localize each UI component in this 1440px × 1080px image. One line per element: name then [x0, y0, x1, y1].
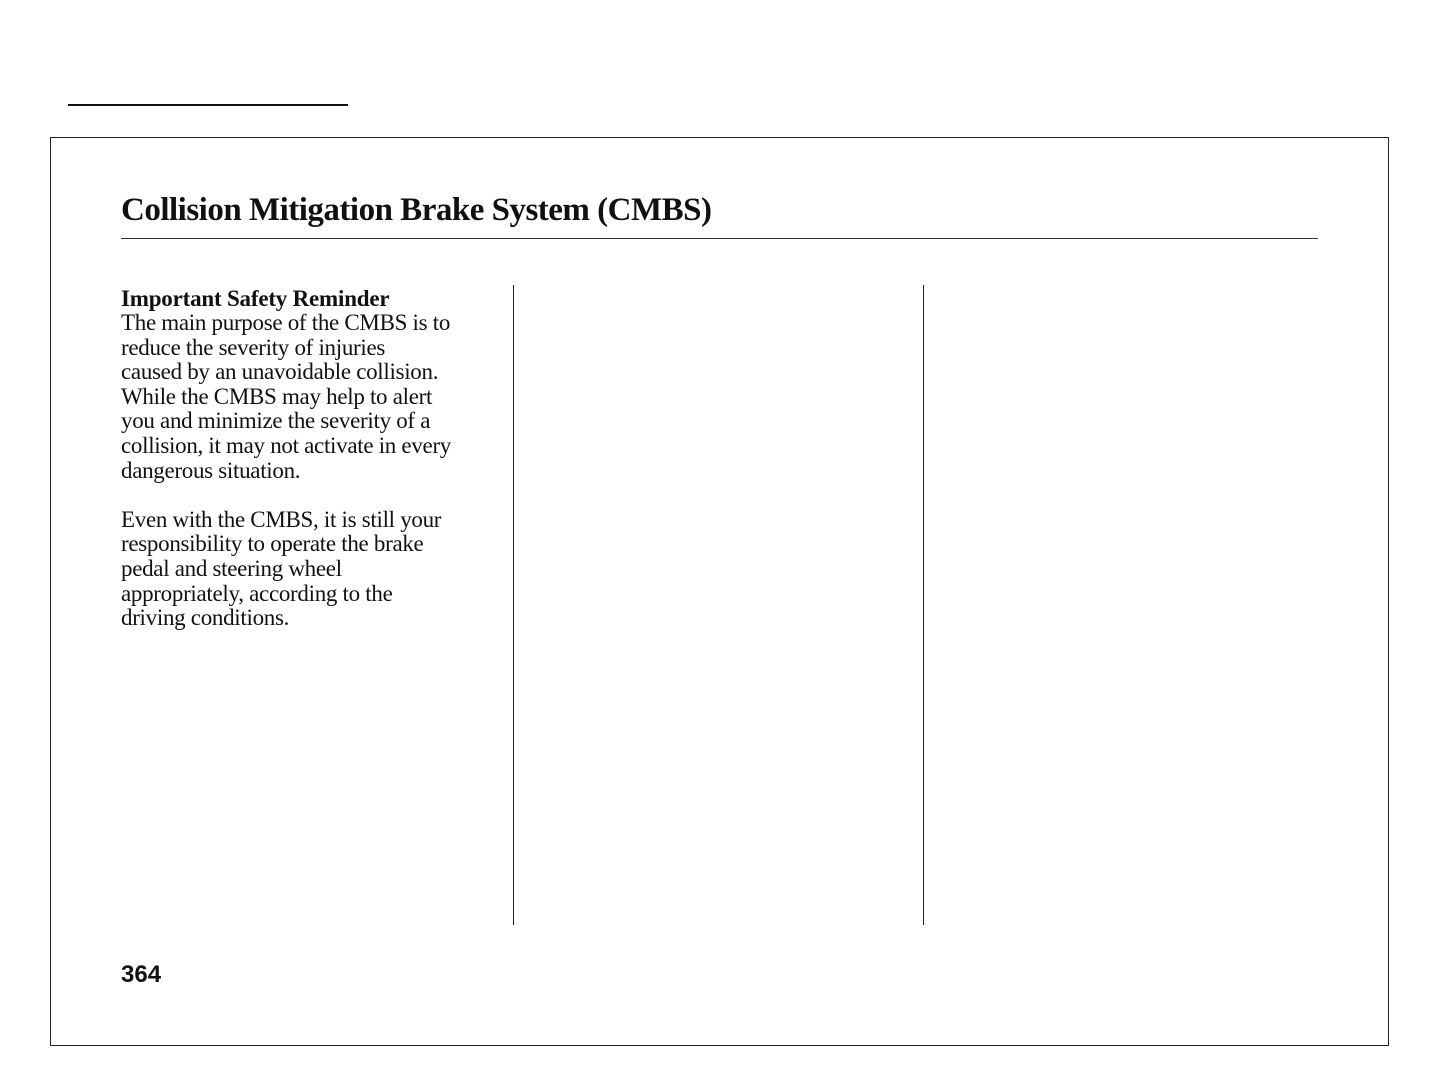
column-divider-1: [513, 285, 514, 925]
text-line: responsibility to operate the brake: [121, 531, 424, 557]
safety-reminder-paragraph-1: [121, 311, 501, 483]
text-line: appropriately, according to the: [121, 580, 393, 606]
column-divider-2: [923, 285, 924, 925]
section-title: Collision Mitigation Brake System (CMBS): [121, 192, 712, 228]
text-line: collision, it may not activate in every: [121, 432, 452, 458]
text-line: The main purpose of the CMBS is to: [121, 310, 451, 335]
text-line: caused by an unavoidable collision.: [121, 359, 439, 385]
title-underline: [121, 238, 1318, 239]
text-line: reduce the severity of injuries: [121, 334, 386, 360]
safety-reminder-paragraph-2: [121, 508, 501, 631]
page-number: 364: [121, 961, 162, 988]
text-line: pedal and steering wheel: [121, 555, 342, 581]
text-line: you and minimize the severity of a: [121, 408, 431, 434]
header-rule: [68, 104, 348, 106]
text-line: driving conditions.: [121, 605, 290, 631]
left-column: [121, 286, 501, 631]
text-line: dangerous situation.: [121, 457, 301, 483]
text-line: Even with the CMBS, it is still your: [121, 506, 442, 532]
safety-reminder-heading: Important Safety Reminder: [121, 286, 390, 311]
text-line: While the CMBS may help to alert: [121, 383, 433, 409]
